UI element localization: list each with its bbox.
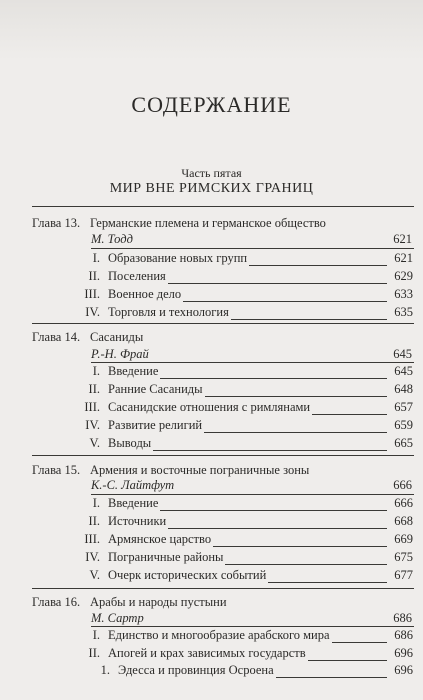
chapter-author: Р.-Н. Фрай (91, 347, 149, 361)
chapter-divider (32, 206, 414, 207)
chapter-author-rule (91, 362, 414, 363)
chapter-divider (32, 323, 414, 324)
part-title: МИР ВНЕ РИМСКИХ ГРАНИЦ (109, 181, 314, 196)
toc-subentry[interactable] (34, 663, 413, 679)
section-number: III. (84, 287, 100, 301)
section-title: Военное дело (108, 287, 182, 301)
toc-entry[interactable] (34, 269, 413, 285)
section-number: II. (88, 514, 100, 528)
section-number: I. (92, 628, 100, 642)
toc-entry[interactable] (34, 550, 413, 566)
toc-entry[interactable] (34, 646, 413, 662)
section-title: Пограничные районы (108, 550, 224, 564)
section-title: Образование новых групп (108, 251, 248, 265)
page-title: СОДЕРЖАНИЕ (131, 92, 292, 117)
chapter-author-rule (91, 494, 414, 495)
section-number: IV. (85, 418, 100, 432)
section-number: I. (92, 251, 100, 265)
section-number: V. (89, 436, 100, 450)
toc-entry[interactable] (34, 436, 413, 452)
chapter-author-rule (91, 626, 414, 627)
chapter-page: 686 (393, 611, 412, 625)
bleed-through-header (0, 0, 423, 60)
section-page: 659 (394, 418, 413, 432)
section-title: Армянское царство (108, 532, 212, 546)
section-page: 648 (394, 382, 413, 396)
section-title: Единство и многообразие арабского мира (108, 628, 330, 642)
section-page: 645 (394, 364, 413, 378)
section-number: II. (88, 382, 100, 396)
section-title: Выводы (108, 436, 152, 450)
toc-entry[interactable] (34, 251, 413, 267)
chapter-divider (32, 588, 414, 589)
section-number: I. (92, 496, 100, 510)
toc-entry[interactable] (34, 514, 413, 530)
section-title: Торговля и технология (108, 305, 229, 319)
section-title: Введение (108, 496, 159, 510)
section-page: 633 (394, 287, 413, 301)
section-title: Сасанидские отношения с римлянами (108, 400, 311, 414)
section-number: IV. (85, 550, 100, 564)
section-page: 686 (394, 628, 413, 642)
chapter-author: М. Тодд (91, 232, 133, 246)
section-number: II. (88, 269, 100, 283)
section-title: Введение (108, 364, 159, 378)
section-title: Очерк исторических событий (108, 568, 267, 582)
section-title: Поселения (108, 269, 166, 283)
toc-entry[interactable] (34, 628, 413, 644)
section-page: 665 (394, 436, 413, 450)
section-page: 675 (394, 550, 413, 564)
toc-entry[interactable] (34, 382, 413, 398)
toc-entry[interactable] (34, 400, 413, 416)
section-number: II. (88, 646, 100, 660)
chapter-title: Арабы и народы пустыни (90, 595, 227, 609)
part-label: Часть пятая (181, 166, 242, 180)
section-number: IV. (85, 305, 100, 319)
chapter-title: Германские племена и германское общество (90, 216, 326, 230)
section-title: Развитие религий (108, 418, 203, 432)
chapter-page: 666 (393, 478, 412, 492)
section-page: 635 (394, 305, 413, 319)
section-page: 677 (394, 568, 413, 582)
section-number: I. (92, 364, 100, 378)
chapter-title: Армения и восточные пограничные зоны (90, 463, 310, 477)
section-page: 666 (394, 496, 413, 510)
chapter-title: Сасаниды (90, 330, 144, 344)
section-title: Источники (108, 514, 167, 528)
chapter-label: Глава 13. (32, 216, 81, 230)
section-page: 629 (394, 269, 413, 283)
section-title: Апогей и крах зависимых государств (108, 646, 306, 660)
chapter-author: К.-С. Лайтфут (91, 478, 175, 492)
section-number: V. (89, 568, 100, 582)
section-page: 696 (394, 646, 413, 660)
section-page: 669 (394, 532, 413, 546)
chapter-divider (32, 455, 414, 456)
chapter-page: 645 (393, 347, 412, 361)
chapter-label: Глава 15. (32, 463, 81, 477)
toc-entry[interactable] (34, 287, 413, 303)
toc-entry[interactable] (34, 305, 413, 321)
toc-entry[interactable] (34, 418, 413, 434)
section-page: 657 (394, 400, 413, 414)
chapter-label: Глава 16. (32, 595, 81, 609)
subsection-title: Эдесса и провинция Осроена (118, 663, 274, 677)
section-number: III. (84, 532, 100, 546)
section-number: III. (84, 400, 100, 414)
subsection-number: 1. (100, 663, 110, 677)
chapter-author: М. Сартр (91, 611, 144, 625)
section-title: Ранние Сасаниды (108, 382, 203, 396)
chapter-author-rule (91, 248, 414, 249)
toc-entry[interactable] (34, 496, 413, 512)
chapter-page: 621 (393, 232, 412, 246)
subsection-page: 696 (394, 663, 413, 677)
toc-entry[interactable] (34, 532, 413, 548)
toc-entry[interactable] (34, 568, 413, 584)
section-page: 621 (394, 251, 413, 265)
section-page: 668 (394, 514, 413, 528)
chapter-label: Глава 14. (32, 330, 81, 344)
toc-entry[interactable] (34, 364, 413, 380)
